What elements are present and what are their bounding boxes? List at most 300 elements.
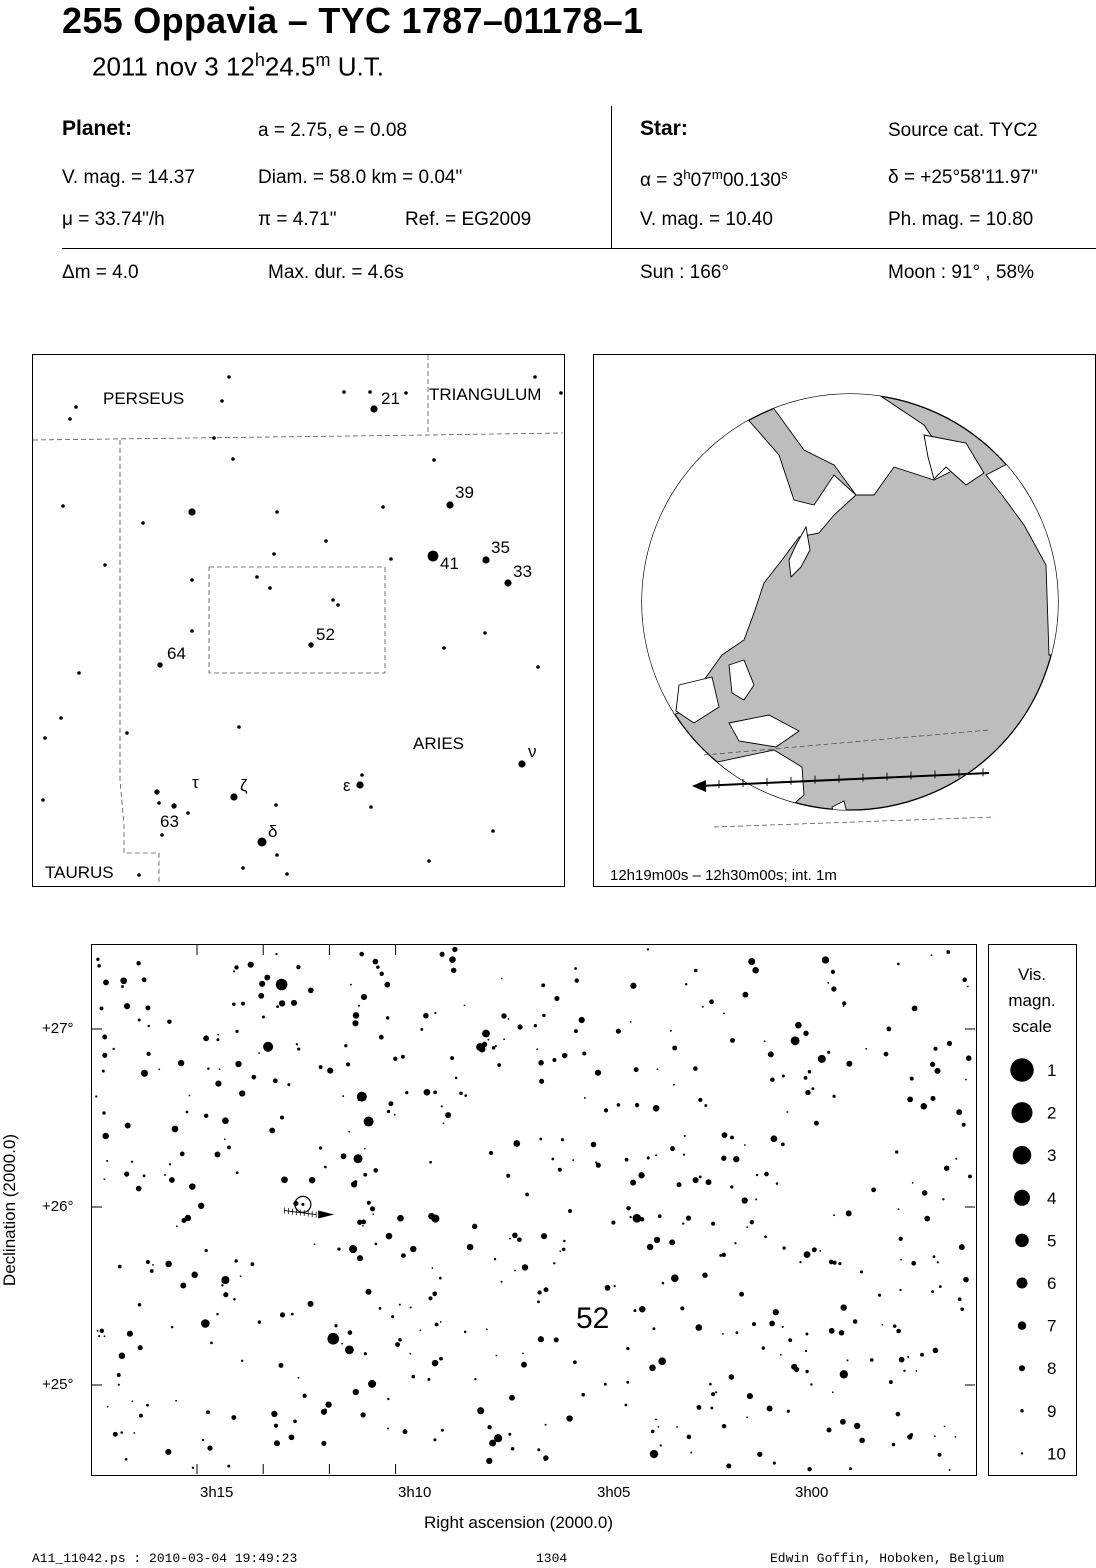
finder-star: [331, 598, 335, 602]
field-star: [380, 972, 384, 976]
field-star: [839, 1330, 844, 1335]
field-star: [955, 1436, 957, 1438]
medium-star: [818, 1055, 826, 1063]
medium-star: [653, 1105, 660, 1112]
field-star: [581, 1393, 585, 1397]
field-star: [393, 1057, 397, 1061]
field-star: [319, 1146, 322, 1149]
field-star: [539, 1138, 542, 1141]
field-star: [103, 979, 109, 985]
field-star: [554, 1337, 559, 1342]
field-star: [967, 986, 969, 988]
field-star: [251, 1262, 255, 1266]
field-star: [439, 1277, 442, 1280]
field-star: [489, 1151, 493, 1155]
field-star: [541, 1233, 547, 1239]
field-star: [342, 1095, 344, 1097]
date-suffix: U.T.: [330, 51, 384, 82]
field-star: [455, 1077, 458, 1080]
field-star: [409, 1353, 411, 1355]
field-star: [616, 1029, 621, 1034]
field-star: [805, 1333, 808, 1336]
field-star: [579, 1017, 585, 1023]
field-star: [660, 1444, 662, 1446]
x-tick-3h00: 3h00: [795, 1484, 829, 1501]
field-star: [595, 1070, 601, 1076]
field-star: [537, 1290, 541, 1294]
field-star: [203, 1035, 209, 1041]
label-39: 39: [455, 483, 474, 502]
field-star: [702, 1006, 704, 1008]
scale-label: 5: [1047, 1231, 1057, 1251]
finder-star: [432, 458, 436, 462]
field-star: [512, 1233, 518, 1239]
field-star: [903, 1370, 905, 1372]
field-star: [553, 1262, 555, 1264]
field-star: [652, 1327, 655, 1330]
y-tick-26: +26°: [42, 1198, 74, 1215]
field-star: [364, 1352, 367, 1355]
field-star: [132, 1400, 134, 1402]
field-star: [684, 1135, 686, 1137]
field-star: [474, 1378, 476, 1380]
label-33: 33: [513, 562, 532, 581]
field-star: [452, 947, 457, 952]
field-star: [372, 1213, 374, 1215]
field-star: [669, 1239, 675, 1245]
field-star: [744, 1144, 746, 1146]
finder-star: [536, 665, 540, 669]
field-star: [375, 1243, 378, 1246]
field-star: [449, 956, 456, 963]
finder-star: [491, 829, 495, 833]
planet-parallax: π = 4.71": [258, 209, 337, 230]
field-star: [359, 952, 364, 957]
field-star: [496, 1355, 498, 1357]
field-star: [942, 1198, 944, 1200]
field-star: [432, 1360, 439, 1367]
field-star: [420, 1028, 423, 1031]
detail-chart: [91, 944, 977, 1476]
field-star: [136, 961, 141, 966]
field-star: [696, 1405, 701, 1410]
field-star: [805, 1350, 807, 1352]
field-star: [235, 1259, 238, 1262]
field-star: [686, 1215, 691, 1220]
field-star: [517, 1237, 522, 1242]
finder-star: [274, 803, 278, 807]
medium-star: [402, 1429, 407, 1434]
field-star: [102, 1070, 105, 1073]
moon-info: Moon : 91° , 58%: [888, 262, 1034, 283]
field-star: [912, 1182, 914, 1184]
finder-star: [533, 375, 537, 379]
field-star: [145, 1005, 150, 1010]
field-star: [296, 965, 300, 969]
field-star: [401, 1253, 406, 1258]
field-star: [554, 996, 559, 1001]
field-star: [366, 1289, 372, 1295]
field-star: [117, 1373, 121, 1377]
field-star: [124, 1003, 130, 1009]
finder-star: [285, 872, 289, 876]
field-star: [658, 1214, 662, 1218]
field-star: [710, 1407, 713, 1410]
field-star: [424, 1089, 431, 1096]
field-star: [410, 1246, 416, 1252]
field-star: [805, 1090, 810, 1095]
field-star: [258, 1052, 260, 1054]
field-star: [559, 1250, 561, 1252]
field-star: [960, 1307, 964, 1311]
medium-star: [345, 1345, 354, 1354]
field-star: [626, 1381, 629, 1384]
medium-star: [650, 1450, 658, 1458]
field-star: [125, 1123, 131, 1129]
field-star: [391, 1315, 394, 1318]
field-star: [146, 1404, 149, 1407]
field-star: [811, 1087, 814, 1090]
scale-dot: [1018, 1321, 1027, 1330]
field-star: [687, 1435, 692, 1440]
label-nu: ν: [528, 742, 537, 761]
field-star: [217, 1034, 219, 1036]
field-star: [746, 1226, 748, 1228]
field-star: [509, 1395, 515, 1401]
field-star: [933, 1047, 937, 1051]
finder-star: [227, 375, 231, 379]
field-star: [947, 1041, 952, 1046]
medium-star: [207, 1445, 212, 1450]
field-star: [439, 1357, 443, 1361]
field-star: [423, 1013, 429, 1019]
field-star: [495, 1045, 497, 1047]
field-star: [722, 1333, 724, 1335]
field-star: [410, 1306, 412, 1308]
field-star: [647, 1244, 653, 1250]
field-star: [164, 1174, 166, 1176]
finder-star: [43, 736, 47, 740]
field-star: [730, 1136, 734, 1140]
field-star: [138, 1019, 141, 1022]
field-star: [534, 1024, 537, 1027]
label-aries: ARIES: [413, 734, 465, 753]
scale-dot: [1019, 1365, 1025, 1371]
field-star: [521, 1362, 527, 1368]
field-star: [467, 1244, 474, 1251]
field-star: [180, 1283, 186, 1289]
field-star: [501, 1013, 506, 1018]
field-star: [670, 1146, 675, 1151]
field-star: [921, 1103, 928, 1110]
finder-star: [483, 631, 487, 635]
medium-star: [221, 1276, 229, 1284]
field-star: [698, 1098, 702, 1102]
field-star: [224, 1138, 226, 1140]
field-star: [334, 1324, 337, 1327]
field-star: [911, 1261, 916, 1266]
field-star: [654, 1237, 660, 1243]
medium-star: [141, 1070, 148, 1077]
field-star: [420, 1329, 422, 1331]
field-star: [634, 1067, 639, 1072]
field-star: [930, 1096, 935, 1101]
field-star: [302, 1394, 306, 1398]
medium-star: [742, 1197, 748, 1203]
field-star: [131, 1161, 133, 1163]
alpha-m: m: [711, 167, 723, 182]
field-star: [934, 1435, 936, 1437]
field-star: [946, 950, 950, 954]
field-star: [387, 1110, 390, 1113]
field-star: [107, 1406, 109, 1408]
date-minutes: 24.5: [264, 51, 316, 82]
field-star: [624, 1404, 627, 1407]
field-star: [551, 1158, 554, 1161]
finder-star: [160, 833, 164, 837]
field-star: [739, 1292, 744, 1297]
field-star: [563, 1240, 566, 1243]
field-star: [279, 1363, 284, 1368]
finder-star: [171, 803, 176, 808]
field-star: [752, 1322, 756, 1326]
medium-star: [658, 1357, 666, 1365]
field-star: [604, 1383, 607, 1386]
field-star: [258, 1320, 261, 1323]
field-star: [657, 1068, 659, 1070]
field-star: [647, 1156, 650, 1159]
field-star: [884, 1052, 889, 1057]
field-star: [635, 1104, 639, 1108]
bright-star: [357, 1092, 367, 1102]
finder-star: [389, 557, 393, 561]
field-star: [202, 1439, 204, 1441]
field-star: [205, 1249, 208, 1252]
field-star: [965, 1079, 967, 1081]
finder-star: [157, 662, 162, 667]
field-star: [198, 1203, 204, 1209]
field-star: [898, 1208, 900, 1210]
field-star: [736, 1331, 739, 1334]
field-star: [804, 1076, 808, 1080]
medium-star: [804, 1251, 811, 1258]
field-star: [889, 1380, 893, 1384]
field-star: [770, 1077, 775, 1082]
field-star: [273, 1078, 278, 1083]
field-star: [893, 1324, 897, 1328]
field-star: [472, 1224, 477, 1229]
field-star: [176, 1225, 178, 1227]
field-star: [386, 1016, 389, 1019]
field-star: [764, 1172, 769, 1177]
field-star: [617, 1103, 621, 1107]
medium-star: [489, 1440, 496, 1447]
star-declination: δ = +25°58'11.97": [888, 167, 1038, 188]
field-star: [169, 1177, 175, 1183]
medium-star: [258, 993, 264, 999]
label-triangulum: TRIANGULUM: [429, 385, 542, 404]
finder-star: [190, 578, 194, 582]
field-star: [794, 1367, 799, 1372]
field-star: [924, 1216, 930, 1222]
field-star: [870, 1358, 874, 1362]
field-star: [293, 1419, 297, 1423]
medium-star: [127, 1331, 133, 1337]
field-star: [120, 977, 127, 984]
field-star: [747, 1393, 753, 1399]
field-star: [280, 1115, 284, 1119]
x-tick-3h15: 3h15: [200, 1484, 234, 1501]
scale-title-2: magn.: [1008, 991, 1056, 1010]
field-star: [361, 994, 367, 1000]
label-64: 64: [167, 644, 186, 663]
direction-arrow: [692, 780, 706, 792]
field-star: [831, 986, 836, 991]
star-source: Source cat. TYC2: [888, 120, 1038, 141]
field-star: [907, 1097, 913, 1103]
finder-star: [381, 505, 385, 509]
field-star: [755, 1198, 757, 1200]
field-star: [113, 1048, 115, 1050]
field-star: [314, 1243, 316, 1245]
field-star: [248, 962, 254, 968]
medium-star: [922, 1190, 927, 1195]
alpha-s: s: [780, 167, 788, 182]
field-star: [113, 1432, 118, 1437]
scale-dot: [1015, 1234, 1029, 1248]
field-star: [464, 1331, 467, 1334]
field-star: [682, 1222, 684, 1224]
field-star: [171, 1326, 173, 1328]
field-star: [907, 1356, 909, 1358]
field-star: [346, 1062, 350, 1066]
finder-star: [275, 853, 279, 857]
field-star: [896, 1329, 901, 1334]
field-star: [962, 978, 967, 983]
field-star: [539, 1079, 544, 1084]
field-star: [782, 1074, 785, 1077]
field-star: [819, 1250, 821, 1252]
field-star: [937, 1261, 939, 1263]
field-star: [189, 1183, 196, 1190]
label-perseus: PERSEUS: [103, 389, 185, 408]
medium-star: [633, 1214, 642, 1223]
finder-star: [370, 405, 377, 412]
bright-star: [364, 1117, 374, 1127]
field-star: [733, 1156, 739, 1162]
track-arrow: [318, 1211, 334, 1219]
field-star: [958, 1297, 962, 1301]
finder-star: [369, 805, 373, 809]
finder-star: [427, 859, 431, 863]
planet-orbit: a = 2.75, e = 0.08: [258, 120, 407, 141]
field-star: [227, 1145, 231, 1149]
field-star: [405, 1091, 408, 1094]
field-star: [433, 1091, 437, 1095]
field-star: [348, 1131, 350, 1133]
footer-number: 1304: [536, 1551, 568, 1566]
field-star: [354, 1180, 357, 1183]
field-star: [441, 1429, 444, 1432]
date-minute-unit: m: [315, 50, 331, 70]
field-star: [702, 1273, 707, 1278]
field-star: [106, 1160, 108, 1162]
field-star: [435, 1323, 439, 1327]
finder-star: [360, 773, 364, 777]
field-star: [464, 1005, 466, 1007]
field-star: [312, 1303, 314, 1305]
field-star: [434, 1012, 436, 1014]
medium-star: [353, 1389, 359, 1395]
field-star: [428, 1296, 432, 1300]
field-star: [833, 1261, 837, 1265]
finder-star: [324, 539, 328, 543]
field-star: [892, 1443, 895, 1446]
finder-star: [77, 671, 81, 675]
field-star: [147, 1052, 151, 1056]
field-star: [561, 1138, 564, 1141]
medium-star: [349, 1245, 357, 1253]
field-star: [573, 1360, 577, 1364]
field-star: [630, 1180, 636, 1186]
x-axis-label: Right ascension (2000.0): [424, 1513, 614, 1532]
field-star: [655, 1419, 657, 1421]
field-star: [319, 1065, 323, 1069]
medium-star: [791, 1036, 800, 1045]
field-star: [118, 1384, 120, 1386]
field-star: [271, 1411, 277, 1417]
x-tick-3h10: 3h10: [398, 1484, 432, 1501]
medium-star: [477, 1407, 484, 1414]
field-star: [376, 965, 380, 969]
finder-star: [137, 873, 141, 877]
scale-title-1: Vis.: [1017, 965, 1047, 984]
finder-star: [188, 508, 195, 515]
field-star: [680, 1306, 684, 1310]
field-star: [125, 1458, 128, 1461]
medium-star: [102, 1053, 107, 1058]
medium-star: [591, 1142, 597, 1148]
label-63: 63: [160, 812, 179, 831]
field-star: [842, 1001, 846, 1005]
label-zeta: ζ: [240, 776, 248, 795]
label-52: 52: [316, 625, 335, 644]
field-star: [840, 1419, 846, 1425]
field-star: [387, 1398, 389, 1400]
field-star: [97, 964, 100, 967]
alpha-sec: 00.130: [722, 170, 781, 191]
field-star: [552, 1058, 556, 1062]
field-star: [142, 977, 147, 982]
boundary-perseus-aries: [33, 433, 563, 440]
field-star: [221, 1284, 223, 1286]
field-star: [279, 1000, 285, 1006]
scale-dot: [1020, 1409, 1024, 1413]
finder-star: [230, 793, 237, 800]
field-star: [630, 983, 636, 989]
field-star: [373, 959, 379, 965]
field-star: [236, 1171, 239, 1174]
field-star: [545, 1424, 547, 1426]
field-star: [722, 1424, 727, 1429]
field-star: [827, 1428, 832, 1433]
bright-star: [276, 979, 288, 991]
field-star: [846, 1210, 852, 1216]
field-star: [647, 948, 649, 950]
field-star: [503, 1038, 505, 1040]
medium-star: [476, 1043, 484, 1051]
field-star: [536, 1048, 538, 1050]
